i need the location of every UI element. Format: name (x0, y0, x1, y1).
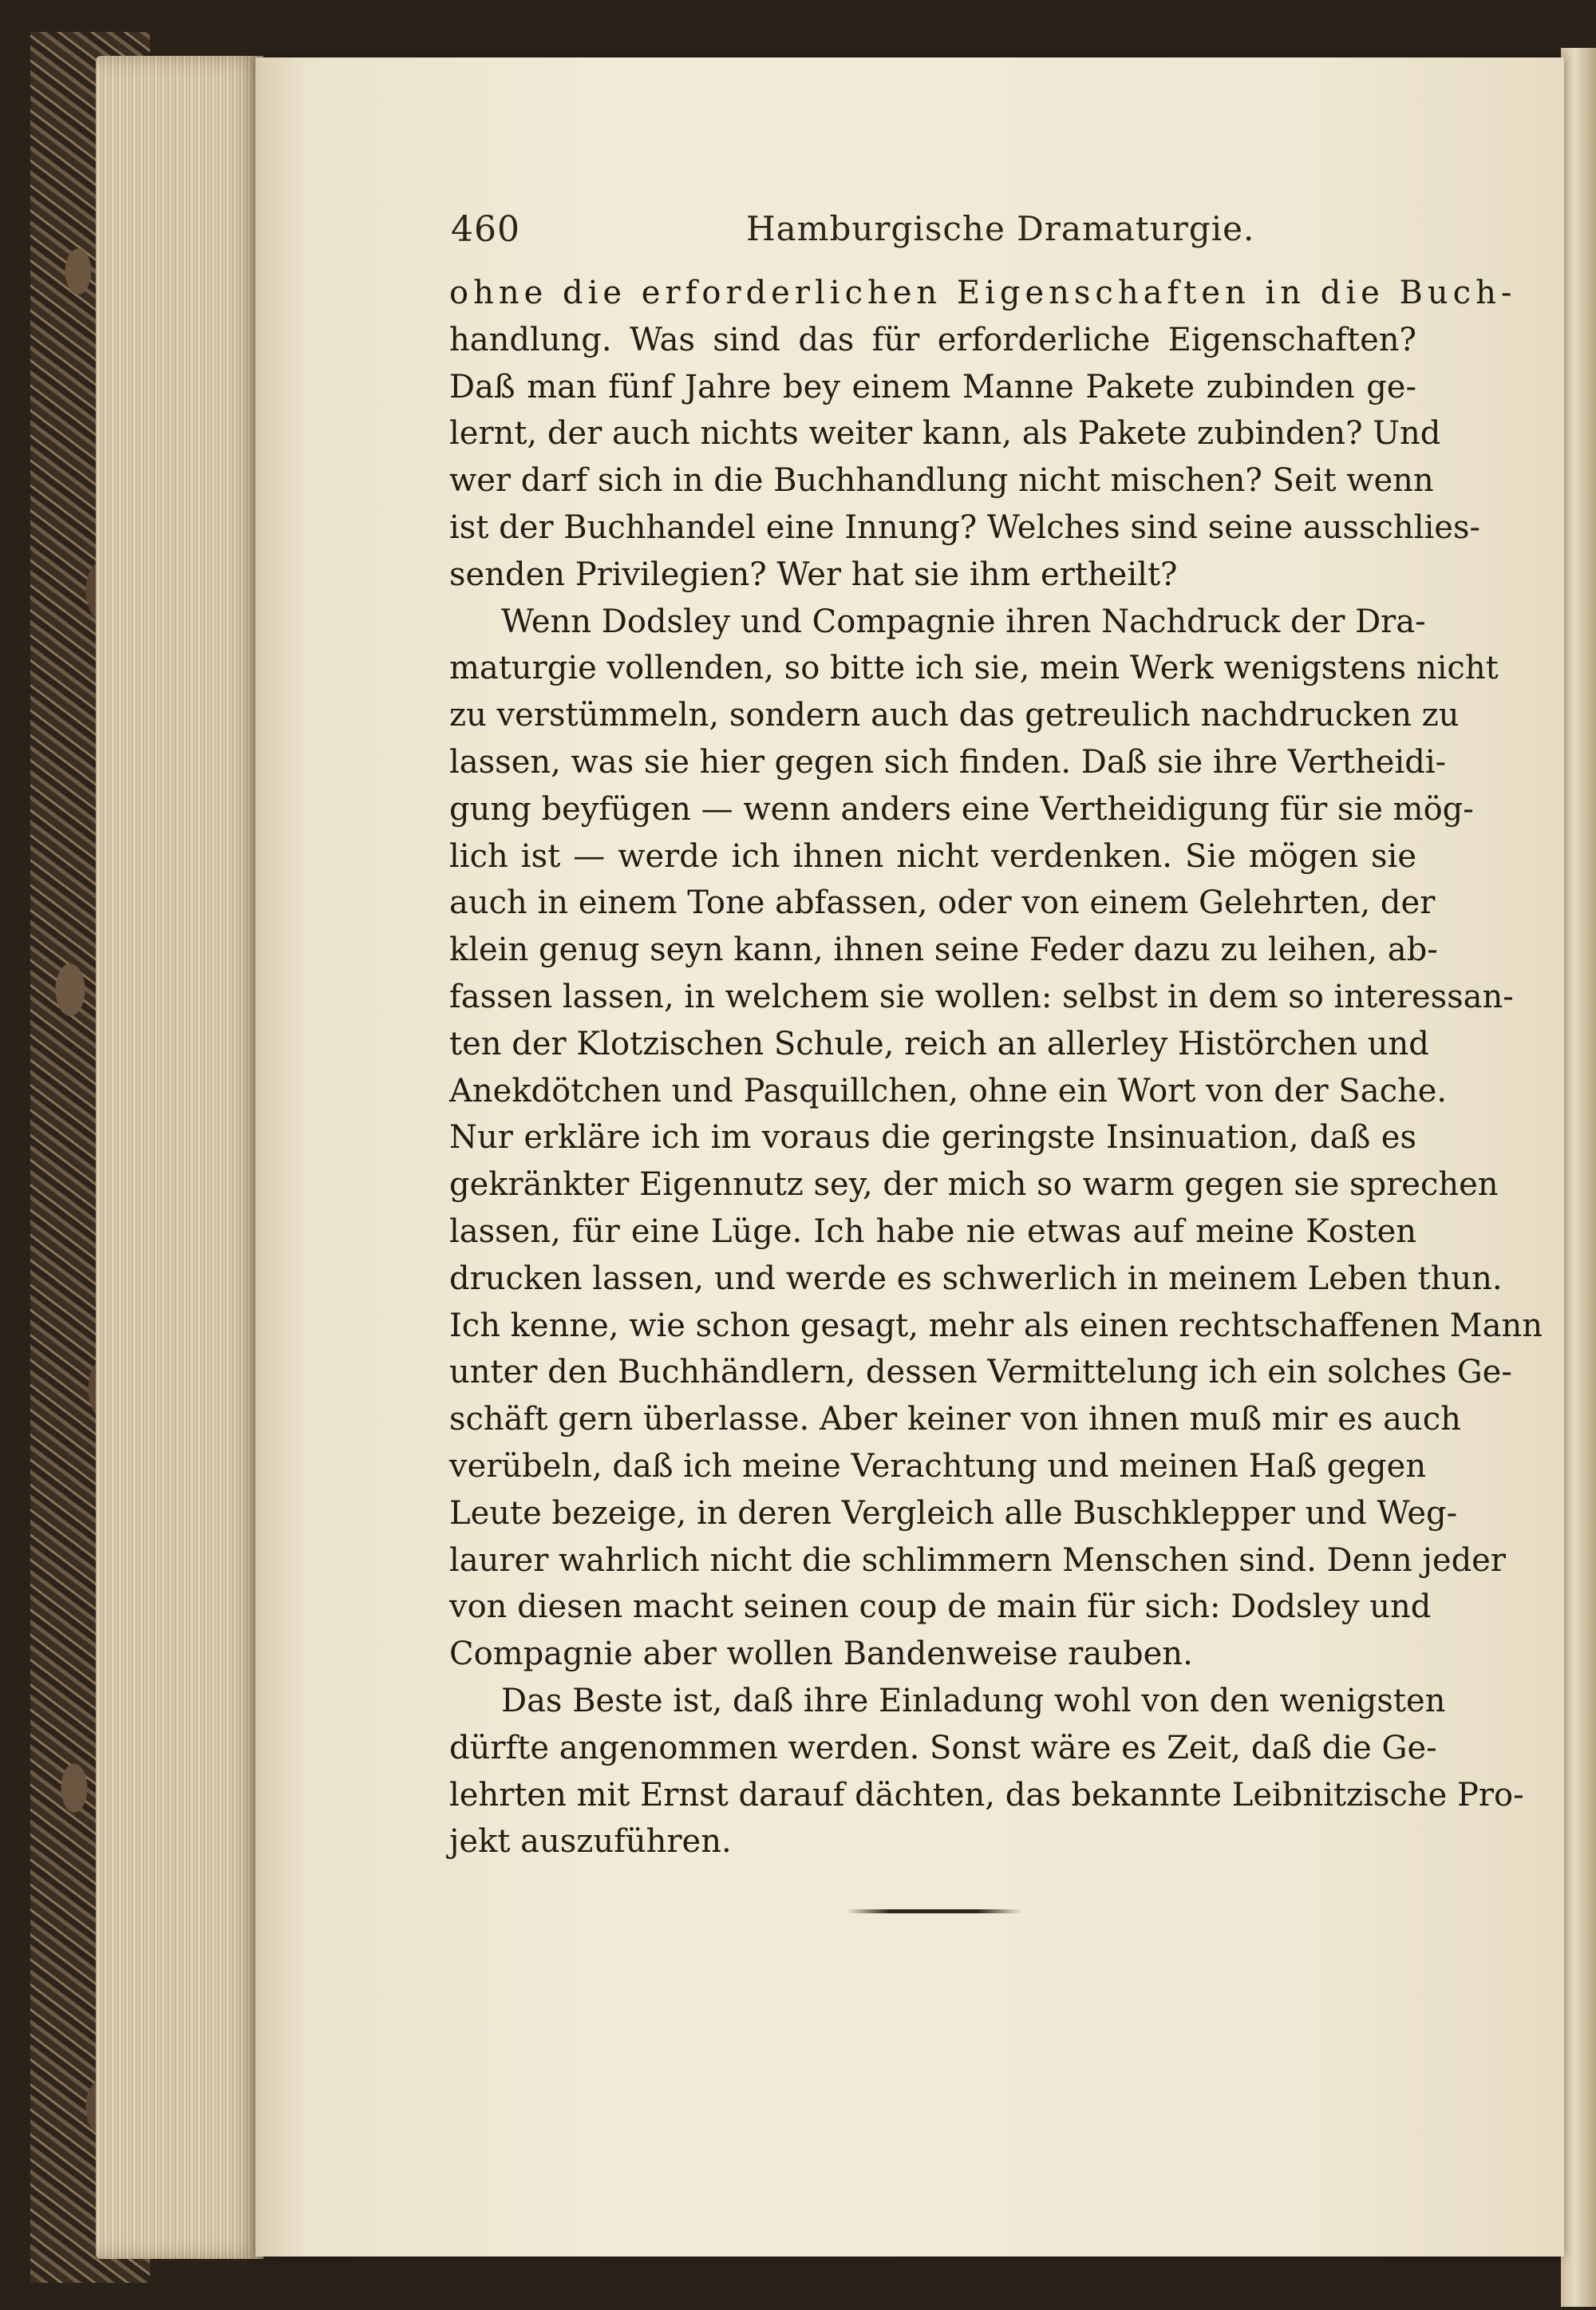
text-line: unter den Buchhändlern, dessen Vermittelung ich ein solches Ge- (449, 1354, 1512, 1391)
text-line: Compagnie aber wollen Bandenweise rauben. (449, 1636, 1193, 1673)
text-line: von diesen macht seinen coup de main für sich: Dodsley und (449, 1588, 1432, 1626)
text-line: lassen, was sie hier gegen sich finden. Daß sie ihre Vertheidi- (449, 743, 1447, 781)
text-line: schäft gern überlasse. Aber keiner von ihnen muß mir es auch (449, 1401, 1461, 1438)
text-line: lassen, für eine Lüge. Ich habe nie etwas auf meine Kosten (449, 1212, 1416, 1250)
text-line: handlung. Was sind das für erforderliche Eigenschaften? (449, 321, 1416, 358)
text-line: lich ist — werde ich ihnen nicht verdenken. Sie mögen sie (449, 837, 1416, 875)
end-ornament-rule (846, 1909, 1021, 1913)
text-line: fassen lassen, in welchem sie wollen: selbst in dem so interessan- (449, 978, 1514, 1015)
page-number: 460 (451, 209, 520, 250)
text-line: lehrten mit Ernst darauf dächten, das bekannte Leibnitzische Pro- (449, 1776, 1524, 1814)
page-edges (96, 56, 263, 2259)
text-line: ist der Buchhandel eine Innung? Welches sind seine ausschlies- (449, 508, 1480, 546)
text-line: jekt auszuführen. (449, 1823, 732, 1861)
text-line: Leute bezeige, in deren Vergleich alle Buschklepper und Weg- (449, 1494, 1458, 1532)
text-line: Daß man fünf Jahre bey einem Manne Pakete zubinden ge- (449, 368, 1416, 405)
running-title: Hamburgische Dramaturgie. (746, 209, 1255, 248)
text-line: wer darf sich in die Buchhandlung nicht mischen? Seit wenn (449, 462, 1434, 500)
running-head (451, 209, 1520, 257)
text-line: laurer wahrlich nicht die schlimmern Menschen sind. Denn jeder (449, 1541, 1506, 1579)
text-line: klein genug seyn kann, ihnen seine Feder dazu zu leihen, ab- (449, 932, 1438, 969)
text-line: gung beyfügen — wenn anders eine Vertheidigung für sie mög- (449, 790, 1474, 828)
text-line: senden Privilegien? Wer hat sie ihm ertheilt? (449, 556, 1178, 593)
text-line: ten der Klotzischen Schule, reich an allerley Histörchen und (449, 1025, 1429, 1062)
body-text (449, 270, 1543, 1865)
text-line: Ich kenne, wie schon gesagt, mehr als einen rechtschaffenen Mann (449, 1307, 1543, 1344)
facing-page-edge (1561, 48, 1596, 2307)
text-line: dürfte angenommen werden. Sonst wäre es Zeit, daß die Ge- (449, 1729, 1437, 1766)
text-line: auch in einem Tone abfassen, oder von einem Gelehrten, der (449, 884, 1436, 922)
text-line: ohne die erforderlichen Eigenschaften in die Buch- (449, 275, 1517, 311)
text-line: Anekdötchen und Pasquillchen, ohne ein Wort von der Sache. (449, 1072, 1448, 1110)
text-line: Nur erkläre ich im voraus die geringste Insinuation, daß es (449, 1119, 1416, 1157)
text-line: drucken lassen, und werde es schwerlich in meinem Leben thun. (449, 1260, 1503, 1297)
text-line: maturgie vollenden, so bitte ich sie, mein Werk wenigstens nicht (449, 650, 1499, 687)
text-line: verübeln, daß ich meine Verachtung und meinen Haß gegen (449, 1447, 1427, 1485)
text-line: zu verstümmeln, sondern auch das getreulich nachdrucken zu (449, 697, 1460, 734)
text-line: lernt, der auch nichts weiter kann, als Pakete zubinden? Und (449, 415, 1441, 453)
text-line: Wenn Dodsley und Compagnie ihren Nachdruck der Dra- (501, 603, 1426, 640)
text-line: gekränkter Eigennutz sey, der mich so warm gegen sie sprechen (449, 1166, 1499, 1204)
text-line: Das Beste ist, daß ihre Einladung wohl von den wenigsten (501, 1682, 1446, 1719)
